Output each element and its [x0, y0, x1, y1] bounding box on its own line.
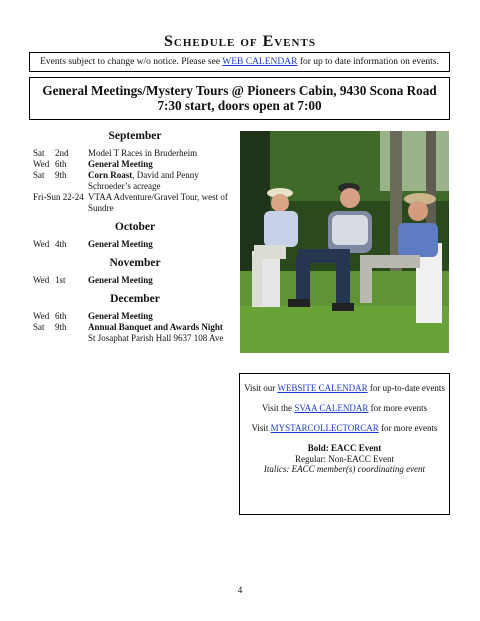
- event-description: Model T Races in Bruderheim: [88, 148, 198, 158]
- event-day: Wed: [33, 275, 50, 285]
- event-day: Wed: [33, 311, 50, 321]
- info-text: for more events: [378, 423, 438, 433]
- event-row: [33, 311, 233, 322]
- event-day-range: Fri-Sun 22-24: [33, 192, 84, 202]
- info-line-website: [240, 383, 449, 394]
- info-text: for up-to-date events: [367, 383, 445, 393]
- event-row: [33, 148, 233, 159]
- event-date: 4th: [55, 239, 67, 249]
- meetings-banner: [29, 77, 450, 120]
- event-title: General Meeting: [88, 239, 153, 249]
- members-photo: [240, 131, 449, 353]
- event-date: 6th: [55, 159, 67, 169]
- event-row: [33, 275, 233, 286]
- info-line-svaa: [240, 403, 449, 414]
- legend-italic: Italics: EACC member(s) coordinating event: [263, 464, 426, 474]
- info-text: Visit the: [261, 403, 295, 413]
- event-row: [33, 322, 233, 344]
- event-description: , David and Penny Schroeder’s acreage: [88, 170, 199, 191]
- info-text: for more events: [368, 403, 428, 413]
- website-calendar-link[interactable]: WEBSITE CALENDAR: [277, 383, 368, 393]
- info-line-mystar: [240, 423, 449, 434]
- event-day: Sat: [33, 322, 45, 332]
- legend-regular: Regular: Non-EACC Event: [295, 453, 394, 464]
- event-title: General Meeting: [88, 311, 153, 321]
- banner-times: 7:30 start, doors open at 7:00: [157, 98, 322, 113]
- mystarcollectorcar-link[interactable]: MYSTARCOLLECTORCAR: [270, 423, 379, 433]
- notice-text-before: Events subject to change w/o notice. Please see: [40, 57, 223, 67]
- event-row: [33, 170, 233, 192]
- event-date: 1st: [55, 275, 66, 285]
- event-date: 9th: [55, 170, 67, 180]
- event-description: VTAA Adventure/Gravel Tour, west of Sundre: [88, 192, 228, 213]
- notice-text-after: for up to date information on events.: [297, 57, 439, 67]
- event-day: Sat: [33, 148, 45, 158]
- page-title: Schedule of Events: [164, 33, 316, 50]
- event-row: [33, 159, 233, 170]
- event-date: 2nd: [55, 148, 69, 158]
- event-date: 6th: [55, 311, 67, 321]
- banner-location: General Meetings/Mystery Tours @ Pioneers Cabin, 9430 Scona Road: [42, 83, 437, 98]
- info-text: Visit: [251, 423, 271, 433]
- event-day: Sat: [33, 170, 45, 180]
- info-text: Visit our: [244, 383, 278, 393]
- event-title: Annual Banquet and Awards Night: [88, 322, 223, 332]
- legend: [240, 443, 449, 475]
- month-heading: October: [114, 221, 156, 233]
- page-number: 4: [237, 585, 243, 595]
- event-row: [33, 192, 233, 214]
- event-date: 9th: [55, 322, 67, 332]
- web-calendar-link[interactable]: WEB CALENDAR: [222, 57, 298, 67]
- month-heading: December: [110, 293, 160, 305]
- legend-bold: Bold: EACC Event: [307, 443, 382, 453]
- notice-box: [29, 52, 450, 72]
- event-title: Corn Roast: [88, 170, 133, 180]
- svaa-calendar-link[interactable]: SVAA CALENDAR: [294, 403, 369, 413]
- event-row: [33, 239, 233, 250]
- schedule: [33, 130, 233, 344]
- month-heading: November: [109, 257, 161, 269]
- links-box: [239, 373, 450, 515]
- event-day: Wed: [33, 239, 50, 249]
- month-heading: September: [108, 130, 162, 142]
- photo-illustration: [240, 131, 449, 353]
- event-description: St Josaphat Parish Hall 9637 108 Ave: [88, 333, 224, 343]
- event-title: General Meeting: [88, 159, 153, 169]
- event-day: Wed: [33, 159, 50, 169]
- event-title: General Meeting: [88, 275, 153, 285]
